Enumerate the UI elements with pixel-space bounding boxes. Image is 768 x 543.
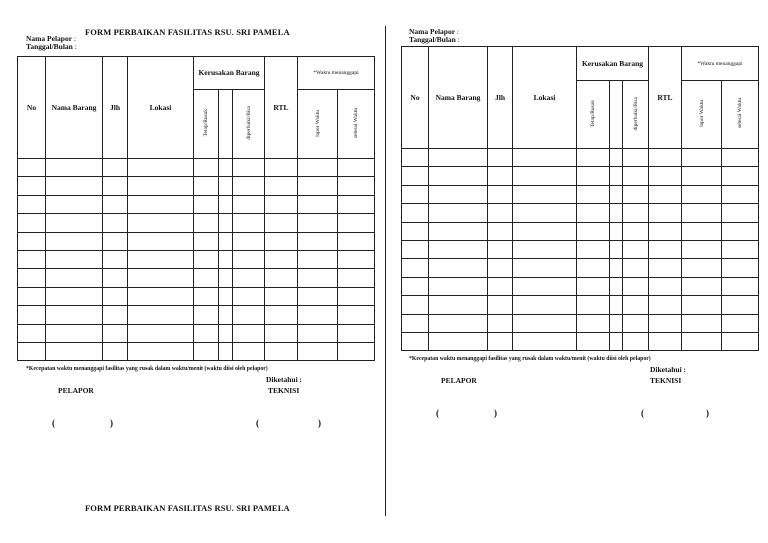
table-cell[interactable]	[610, 185, 623, 203]
table-cell[interactable]	[128, 287, 194, 305]
date-line: Tanggal/Bulan :	[26, 42, 77, 51]
table-cell[interactable]	[46, 287, 103, 305]
table-cell[interactable]	[219, 342, 233, 360]
table-cell[interactable]	[194, 250, 219, 268]
table-cell[interactable]	[722, 332, 759, 350]
table-cell[interactable]	[610, 204, 623, 222]
table-cell[interactable]	[219, 269, 233, 287]
table-cell[interactable]	[429, 296, 488, 314]
table-cell[interactable]	[219, 250, 233, 268]
table-cell[interactable]	[219, 232, 233, 250]
table-cell[interactable]	[682, 314, 722, 332]
col-qty: Jlh	[103, 57, 128, 159]
table-cell[interactable]	[610, 240, 623, 258]
table-cell[interactable]	[649, 332, 682, 350]
table-cell[interactable]	[722, 259, 759, 277]
table-cell[interactable]	[722, 149, 759, 167]
table-cell[interactable]	[338, 214, 375, 232]
technician-sign-open-right: (	[641, 408, 644, 418]
table-cell[interactable]	[513, 277, 577, 295]
col-rtl: RTL	[265, 57, 298, 159]
table-cell[interactable]	[265, 287, 298, 305]
table-cell[interactable]	[298, 287, 338, 305]
table-cell[interactable]	[338, 306, 375, 324]
table-cell[interactable]	[429, 167, 488, 185]
table-cell[interactable]	[488, 314, 513, 332]
table-row	[18, 214, 375, 232]
reporter-line-right: Nama Pelapor :	[409, 27, 460, 36]
table-cell[interactable]	[682, 296, 722, 314]
table-cell[interactable]	[18, 287, 46, 305]
table-body	[18, 159, 375, 361]
col-damage-blank-right	[610, 81, 623, 149]
table-cell[interactable]	[298, 324, 338, 342]
form-meta-right	[409, 28, 460, 44]
table-cell[interactable]	[513, 149, 577, 167]
table-cell[interactable]	[128, 195, 194, 213]
reporter-sign-close-right: )	[494, 408, 497, 418]
col-response-time-right: *Waktu menanggapi	[682, 47, 759, 81]
table-cell[interactable]	[194, 159, 219, 177]
table-cell[interactable]	[682, 149, 722, 167]
table-cell[interactable]	[429, 314, 488, 332]
table-cell[interactable]	[682, 222, 722, 240]
table-cell[interactable]	[513, 259, 577, 277]
known-by-label-right: Diketahui :	[650, 365, 687, 374]
table-cell[interactable]	[298, 159, 338, 177]
table-cell[interactable]	[18, 214, 46, 232]
table-cell[interactable]	[402, 240, 429, 258]
col-damage-repairable-right: diperbaiki/Bisa	[623, 81, 649, 149]
table-cell[interactable]	[402, 314, 429, 332]
col-rtl-right: RTL	[649, 47, 682, 149]
page-divider	[385, 26, 386, 516]
table-cell[interactable]	[233, 159, 265, 177]
table-cell[interactable]	[233, 232, 265, 250]
table-cell[interactable]	[623, 259, 649, 277]
table-cell[interactable]	[623, 277, 649, 295]
col-location-right: Lokasi	[513, 47, 577, 149]
table-cell[interactable]	[233, 287, 265, 305]
table-cell[interactable]	[649, 259, 682, 277]
table-cell[interactable]	[577, 240, 610, 258]
technician-sign-label-right: TEKNISI	[650, 376, 682, 385]
table-cell[interactable]	[46, 177, 103, 195]
table-cell[interactable]	[610, 259, 623, 277]
table-cell[interactable]	[623, 332, 649, 350]
table-cell[interactable]	[722, 204, 759, 222]
col-damage-repairable: diperbaiki/Bisa	[233, 90, 265, 159]
table-cell[interactable]	[128, 342, 194, 360]
table-cell[interactable]	[233, 214, 265, 232]
table-cell[interactable]	[577, 222, 610, 240]
table-cell[interactable]	[103, 159, 128, 177]
table-cell[interactable]	[513, 332, 577, 350]
table-cell[interactable]	[649, 204, 682, 222]
col-damage-permanent-right: Tetap/Rusak	[577, 81, 610, 149]
table-cell[interactable]	[103, 214, 128, 232]
table-cell[interactable]	[649, 296, 682, 314]
table-cell[interactable]	[513, 222, 577, 240]
table-cell[interactable]	[194, 342, 219, 360]
col-damage-permanent: Tetap/Rusak	[194, 90, 219, 159]
reporter-sign-label-right: PELAPOR	[441, 376, 477, 385]
technician-sign-close: )	[318, 418, 321, 428]
table-cell[interactable]	[577, 296, 610, 314]
table-cell[interactable]	[722, 240, 759, 258]
table-cell[interactable]	[402, 167, 429, 185]
table-cell[interactable]	[649, 277, 682, 295]
repair-table	[17, 56, 375, 361]
table-cell[interactable]	[402, 332, 429, 350]
table-cell[interactable]	[577, 314, 610, 332]
table-cell[interactable]	[128, 159, 194, 177]
table-cell[interactable]	[338, 159, 375, 177]
table-cell[interactable]	[338, 342, 375, 360]
table-cell[interactable]	[610, 277, 623, 295]
table-cell[interactable]	[682, 259, 722, 277]
table-cell[interactable]	[46, 232, 103, 250]
table-cell[interactable]	[488, 222, 513, 240]
table-cell[interactable]	[298, 306, 338, 324]
table-cell[interactable]	[623, 240, 649, 258]
table-cell[interactable]	[513, 204, 577, 222]
table-cell[interactable]	[233, 342, 265, 360]
table-cell[interactable]	[649, 314, 682, 332]
col-damage-right: Kerusakan Barang	[577, 47, 649, 81]
table-cell[interactable]	[513, 185, 577, 203]
col-no: No	[18, 57, 46, 159]
table-cell[interactable]	[298, 177, 338, 195]
table-cell[interactable]	[429, 259, 488, 277]
table-cell[interactable]	[233, 324, 265, 342]
col-time-report: lapor Waktu	[298, 90, 338, 159]
table-cell[interactable]	[265, 159, 298, 177]
table-row	[18, 342, 375, 360]
table-cell[interactable]	[623, 185, 649, 203]
table-row	[402, 222, 759, 240]
col-item-name: Nama Barang	[46, 57, 103, 159]
table-cell[interactable]	[402, 149, 429, 167]
table-cell[interactable]	[103, 269, 128, 287]
form-meta	[26, 35, 77, 51]
table-cell[interactable]	[577, 185, 610, 203]
repair-table-right	[401, 46, 759, 351]
table-cell[interactable]	[18, 250, 46, 268]
table-cell[interactable]	[298, 342, 338, 360]
table-row	[402, 149, 759, 167]
table-cell[interactable]	[103, 250, 128, 268]
table-cell[interactable]	[46, 342, 103, 360]
table-row	[402, 314, 759, 332]
table-cell[interactable]	[610, 314, 623, 332]
table-row	[402, 185, 759, 203]
table-cell[interactable]	[194, 214, 219, 232]
col-time-finish: selesai Waktu	[338, 90, 375, 159]
table-cell[interactable]	[402, 222, 429, 240]
table-cell[interactable]	[18, 269, 46, 287]
table-row	[18, 324, 375, 342]
table-cell[interactable]	[219, 195, 233, 213]
table-cell[interactable]	[128, 324, 194, 342]
table-cell[interactable]	[429, 332, 488, 350]
table-row	[18, 232, 375, 250]
table-cell[interactable]	[649, 167, 682, 185]
table-cell[interactable]	[103, 306, 128, 324]
table-cell[interactable]	[46, 195, 103, 213]
table-row	[402, 167, 759, 185]
table-cell[interactable]	[577, 204, 610, 222]
table-row	[18, 287, 375, 305]
table-row	[18, 250, 375, 268]
table-cell[interactable]	[18, 159, 46, 177]
table-cell[interactable]	[338, 269, 375, 287]
table-cell[interactable]	[46, 269, 103, 287]
table-cell[interactable]	[194, 269, 219, 287]
table-cell[interactable]	[128, 269, 194, 287]
table-cell[interactable]	[623, 314, 649, 332]
table-cell[interactable]	[265, 214, 298, 232]
table-cell[interactable]	[46, 214, 103, 232]
table-row	[18, 177, 375, 195]
table-cell[interactable]	[219, 287, 233, 305]
table-cell[interactable]	[338, 324, 375, 342]
table-cell[interactable]	[488, 332, 513, 350]
footnote-right: *Kecepatan waktu menanggapi fasilitas yang rusak dalam waktu/menit (waktu diisi oleh pelapor)	[409, 356, 651, 362]
table-cell[interactable]	[298, 250, 338, 268]
technician-sign-open: (	[256, 418, 259, 428]
table-cell[interactable]	[194, 232, 219, 250]
table-cell[interactable]	[429, 149, 488, 167]
table-cell[interactable]	[513, 167, 577, 185]
table-body-right	[402, 149, 759, 351]
table-cell[interactable]	[265, 306, 298, 324]
col-time-finish-right: selesai Waktu	[722, 81, 759, 149]
table-cell[interactable]	[722, 277, 759, 295]
table-cell[interactable]	[488, 185, 513, 203]
table-cell[interactable]	[649, 149, 682, 167]
form-title: FORM PERBAIKAN FASILITAS RSU. SRI PAMELA	[85, 27, 290, 37]
known-by-label: Diketahui :	[266, 375, 303, 384]
col-response-time: *Waktu menanggapi	[298, 57, 375, 90]
table-cell[interactable]	[682, 277, 722, 295]
table-cell[interactable]	[233, 250, 265, 268]
table-cell[interactable]	[219, 177, 233, 195]
table-cell[interactable]	[128, 306, 194, 324]
table-cell[interactable]	[577, 332, 610, 350]
table-cell[interactable]	[128, 250, 194, 268]
table-cell[interactable]	[338, 177, 375, 195]
table-cell[interactable]	[722, 185, 759, 203]
table-cell[interactable]	[682, 185, 722, 203]
table-row	[402, 259, 759, 277]
table-cell[interactable]	[219, 159, 233, 177]
reporter-sign-close: )	[110, 418, 113, 428]
table-cell[interactable]	[623, 222, 649, 240]
table-cell[interactable]	[103, 232, 128, 250]
table-cell[interactable]	[298, 232, 338, 250]
col-damage-blank	[219, 90, 233, 159]
reporter-sign-label: PELAPOR	[58, 386, 94, 395]
table-cell[interactable]	[103, 342, 128, 360]
col-location: Lokasi	[128, 57, 194, 159]
table-cell[interactable]	[610, 296, 623, 314]
table-cell[interactable]	[649, 222, 682, 240]
table-cell[interactable]	[429, 277, 488, 295]
table-cell[interactable]	[513, 296, 577, 314]
table-row	[18, 195, 375, 213]
table-cell[interactable]	[128, 177, 194, 195]
col-damage: Kerusakan Barang	[194, 57, 265, 90]
table-cell[interactable]	[682, 204, 722, 222]
table-cell[interactable]	[233, 306, 265, 324]
table-cell[interactable]	[18, 306, 46, 324]
table-cell[interactable]	[610, 332, 623, 350]
table-cell[interactable]	[338, 250, 375, 268]
table-cell[interactable]	[649, 185, 682, 203]
table-row	[402, 240, 759, 258]
table-cell[interactable]	[488, 149, 513, 167]
table-row	[402, 332, 759, 350]
table-cell[interactable]	[682, 240, 722, 258]
table-cell[interactable]	[128, 214, 194, 232]
col-qty-right: Jlh	[488, 47, 513, 149]
table-cell[interactable]	[298, 214, 338, 232]
form-title-next: FORM PERBAIKAN FASILITAS RSU. SRI PAMELA	[85, 503, 290, 513]
table-cell[interactable]	[265, 269, 298, 287]
table-cell[interactable]	[488, 296, 513, 314]
table-cell[interactable]	[488, 277, 513, 295]
table-cell[interactable]	[46, 324, 103, 342]
table-row	[402, 296, 759, 314]
table-row	[402, 204, 759, 222]
table-cell[interactable]	[128, 232, 194, 250]
table-cell[interactable]	[623, 149, 649, 167]
table-cell[interactable]	[194, 324, 219, 342]
col-time-report-right: lapor Waktu	[682, 81, 722, 149]
table-cell[interactable]	[429, 222, 488, 240]
table-cell[interactable]	[194, 287, 219, 305]
table-cell[interactable]	[18, 195, 46, 213]
table-cell[interactable]	[338, 232, 375, 250]
reporter-sign-open: (	[52, 418, 55, 428]
table-cell[interactable]	[610, 222, 623, 240]
table-cell[interactable]	[402, 259, 429, 277]
table-cell[interactable]	[623, 167, 649, 185]
table-cell[interactable]	[233, 195, 265, 213]
table-cell[interactable]	[103, 287, 128, 305]
table-cell[interactable]	[46, 306, 103, 324]
table-cell[interactable]	[18, 342, 46, 360]
table-cell[interactable]	[265, 195, 298, 213]
table-cell[interactable]	[722, 296, 759, 314]
table-cell[interactable]	[402, 277, 429, 295]
table-cell[interactable]	[649, 240, 682, 258]
table-cell[interactable]	[610, 149, 623, 167]
table-cell[interactable]	[623, 296, 649, 314]
table-cell[interactable]	[722, 222, 759, 240]
table-cell[interactable]	[103, 195, 128, 213]
table-cell[interactable]	[488, 204, 513, 222]
table-cell[interactable]	[233, 269, 265, 287]
table-cell[interactable]	[402, 296, 429, 314]
technician-sign-close-right: )	[706, 408, 709, 418]
table-cell[interactable]	[298, 195, 338, 213]
table-cell[interactable]	[338, 287, 375, 305]
table-row	[18, 159, 375, 177]
table-cell[interactable]	[488, 240, 513, 258]
table-cell[interactable]	[429, 185, 488, 203]
table-cell[interactable]	[722, 314, 759, 332]
reporter-sign-open-right: (	[436, 408, 439, 418]
table-cell[interactable]	[265, 342, 298, 360]
table-cell[interactable]	[610, 167, 623, 185]
table-cell[interactable]	[18, 324, 46, 342]
table-cell[interactable]	[194, 306, 219, 324]
table-cell[interactable]	[682, 332, 722, 350]
table-cell[interactable]	[18, 232, 46, 250]
table-row	[18, 269, 375, 287]
table-cell[interactable]	[682, 167, 722, 185]
table-cell[interactable]	[219, 214, 233, 232]
table-cell[interactable]	[429, 204, 488, 222]
table-cell[interactable]	[298, 269, 338, 287]
table-row	[18, 306, 375, 324]
table-cell[interactable]	[722, 167, 759, 185]
table-cell[interactable]	[194, 195, 219, 213]
table-cell[interactable]	[488, 167, 513, 185]
table-cell[interactable]	[265, 177, 298, 195]
table-cell[interactable]	[513, 314, 577, 332]
table-cell[interactable]	[46, 159, 103, 177]
table-cell[interactable]	[233, 177, 265, 195]
table-row	[402, 277, 759, 295]
table-cell[interactable]	[577, 149, 610, 167]
table-cell[interactable]	[219, 324, 233, 342]
table-cell[interactable]	[577, 277, 610, 295]
technician-sign-label: TEKNISI	[268, 386, 300, 395]
table-cell[interactable]	[194, 177, 219, 195]
col-no-right: No	[402, 47, 429, 149]
table-cell[interactable]	[402, 185, 429, 203]
table-cell[interactable]	[18, 177, 46, 195]
table-cell[interactable]	[265, 324, 298, 342]
table-cell[interactable]	[219, 306, 233, 324]
table-cell[interactable]	[103, 177, 128, 195]
table-cell[interactable]	[623, 204, 649, 222]
table-cell[interactable]	[338, 195, 375, 213]
table-cell[interactable]	[429, 240, 488, 258]
table-cell[interactable]	[513, 240, 577, 258]
table-cell[interactable]	[103, 324, 128, 342]
table-cell[interactable]	[577, 167, 610, 185]
table-cell[interactable]	[265, 232, 298, 250]
table-cell[interactable]	[402, 204, 429, 222]
date-line-right: Tanggal/Bulan :	[409, 35, 460, 44]
reporter-line: Nama Pelapor :	[26, 34, 77, 43]
table-cell[interactable]	[46, 250, 103, 268]
footnote: *Kecepatan waktu menanggapi fasilitas yang rusak dalam waktu/menit (waktu diisi oleh pelapor)	[26, 366, 268, 372]
table-cell[interactable]	[488, 259, 513, 277]
table-cell[interactable]	[577, 259, 610, 277]
col-item-name-right: Nama Barang	[429, 47, 488, 149]
table-cell[interactable]	[265, 250, 298, 268]
